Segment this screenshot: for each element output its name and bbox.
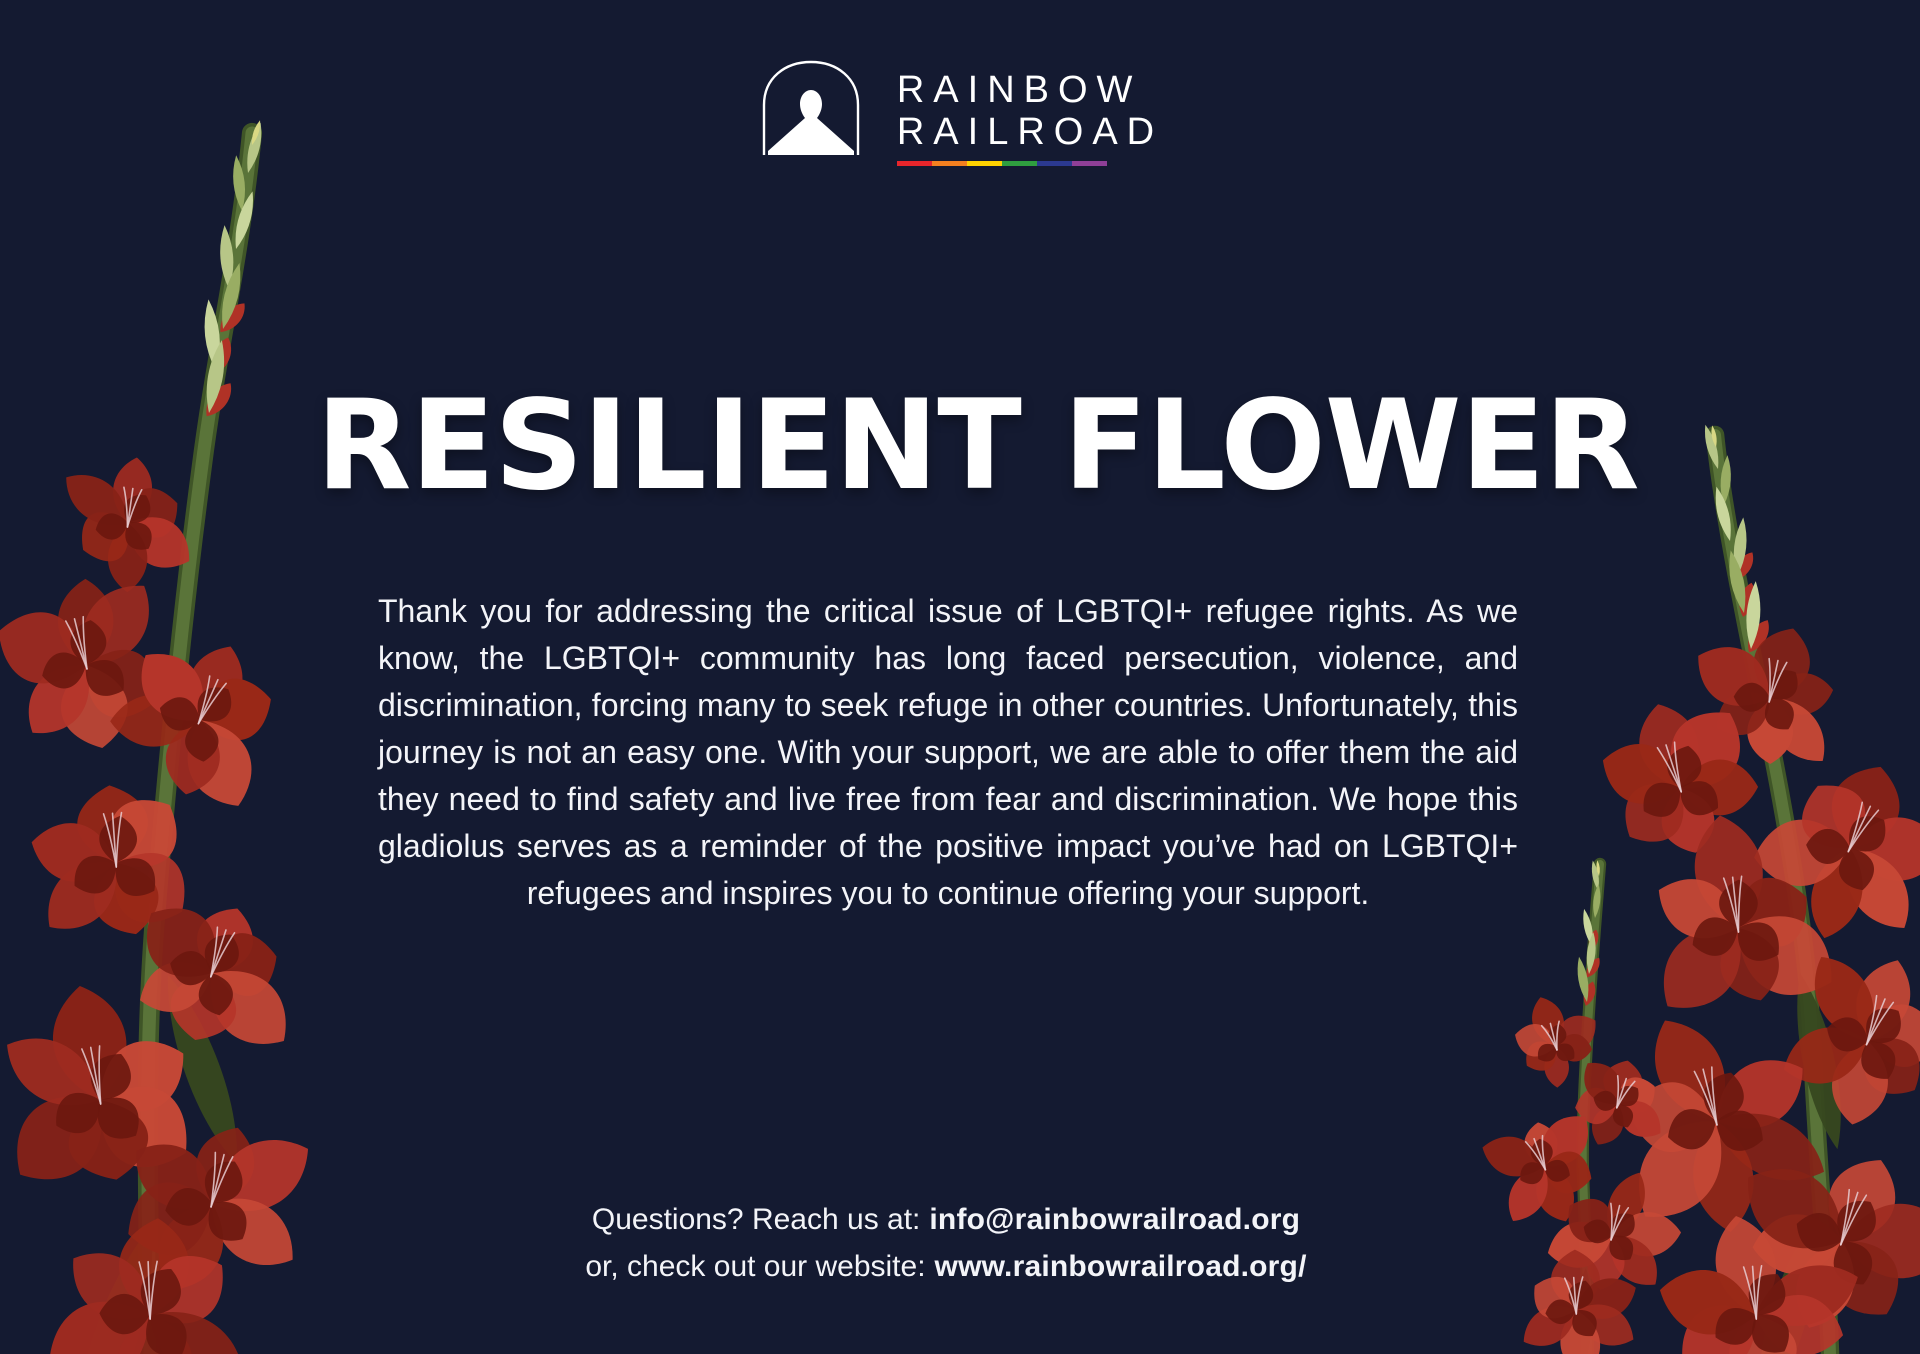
logo-wordmark-line1: RAINBOW [896, 69, 1142, 111]
flower-bud [199, 297, 240, 379]
logo-wordmark [897, 56, 1163, 166]
flower-bloom [1718, 724, 1920, 978]
flower-bloom [1574, 676, 1788, 879]
flower-bud [1592, 884, 1602, 919]
flower-bloom [1576, 981, 1851, 1260]
flower-bloom [1500, 983, 1615, 1098]
flower-stem [1715, 435, 1830, 1354]
flower-stem [148, 133, 252, 1354]
flower-bloom [1555, 1044, 1684, 1165]
flower-bud [230, 190, 258, 251]
flower-bloom [26, 1211, 261, 1354]
contact-email: info@rainbowrailroad.org [929, 1203, 1301, 1236]
flower-bud [1722, 546, 1765, 621]
flower-bloom [19, 778, 207, 950]
flower-bloom [1750, 926, 1920, 1151]
flower-bloom [81, 609, 316, 835]
flower-leaf [1785, 970, 1853, 1153]
flower-bud [1710, 425, 1718, 447]
flower-bloom [42, 447, 212, 604]
flower-bud [1719, 455, 1732, 506]
contact-line-email [316, 1196, 1576, 1243]
body-paragraph: Thank you for addressing the critical issue of LGBTQI+ refugee rights. As we know, the LGBTQI+ community has long faced persecution, violence, and discrimination, forcing many to seek refuge in other countries. Unfortunately, this journey is not an easy one. With your support, we are able to offer them the aid they need to find safety and live free from fear and discrimination. We hope this gladiolus serves as a reminder of the positive impact you’ve had on LGBTQI+ refugees and inspires you to continue offering your support. [378, 593, 1518, 911]
flower-bloom [1700, 1115, 1920, 1354]
pride-stripe-segment [932, 161, 967, 166]
pride-stripe [897, 161, 1107, 166]
flower-bloom [1626, 802, 1857, 1034]
flower-leaf [54, 1218, 173, 1354]
flower-bud [1742, 581, 1778, 658]
flower-bud [1578, 906, 1604, 952]
flower-bloom [1670, 606, 1862, 782]
logo-wordmark-line2: RAILROAD [896, 111, 1164, 153]
rainbow-railroad-logo [0, 56, 1920, 166]
flower-bud [1596, 860, 1601, 876]
flower-bloom [0, 555, 198, 772]
pride-stripe-segment [967, 161, 1002, 166]
contact-footer [316, 1196, 1576, 1290]
contact-line-website [316, 1243, 1576, 1290]
pride-stripe-segment [1002, 161, 1037, 166]
flower-bud [213, 261, 261, 341]
flower-bud [1711, 485, 1735, 542]
flower-bloom [1645, 1203, 1873, 1354]
flower-stem [1583, 864, 1600, 1354]
pride-stripe-segment [1072, 161, 1107, 166]
flower-leaf [152, 969, 253, 1169]
website-url: www.rainbowrailroad.org/ [934, 1250, 1307, 1283]
page-title: RESILIENT FLOWER [316, 374, 1639, 518]
flower-bloom [0, 968, 217, 1215]
flower-bud [1573, 954, 1602, 1009]
contact-label: Questions? Reach us at: [591, 1203, 921, 1236]
website-label: or, check out our website: [585, 1250, 926, 1283]
gladiolus-left [0, 115, 310, 1354]
gladiolus-right-large [1618, 413, 1920, 1354]
flower-bloom [103, 877, 331, 1072]
tunnel-person-icon [757, 56, 865, 158]
flower-bud [1590, 860, 1601, 891]
pride-stripe-segment [1037, 161, 1072, 166]
flower-bud [1582, 932, 1606, 981]
flower-bud [1701, 424, 1723, 471]
flower-bud [1728, 516, 1762, 585]
flower-bud [198, 338, 245, 424]
pride-stripe-segment [897, 161, 932, 166]
flower-leaf [1742, 1208, 1835, 1354]
flower-bud [218, 225, 235, 290]
flower-bloom [94, 1083, 335, 1325]
